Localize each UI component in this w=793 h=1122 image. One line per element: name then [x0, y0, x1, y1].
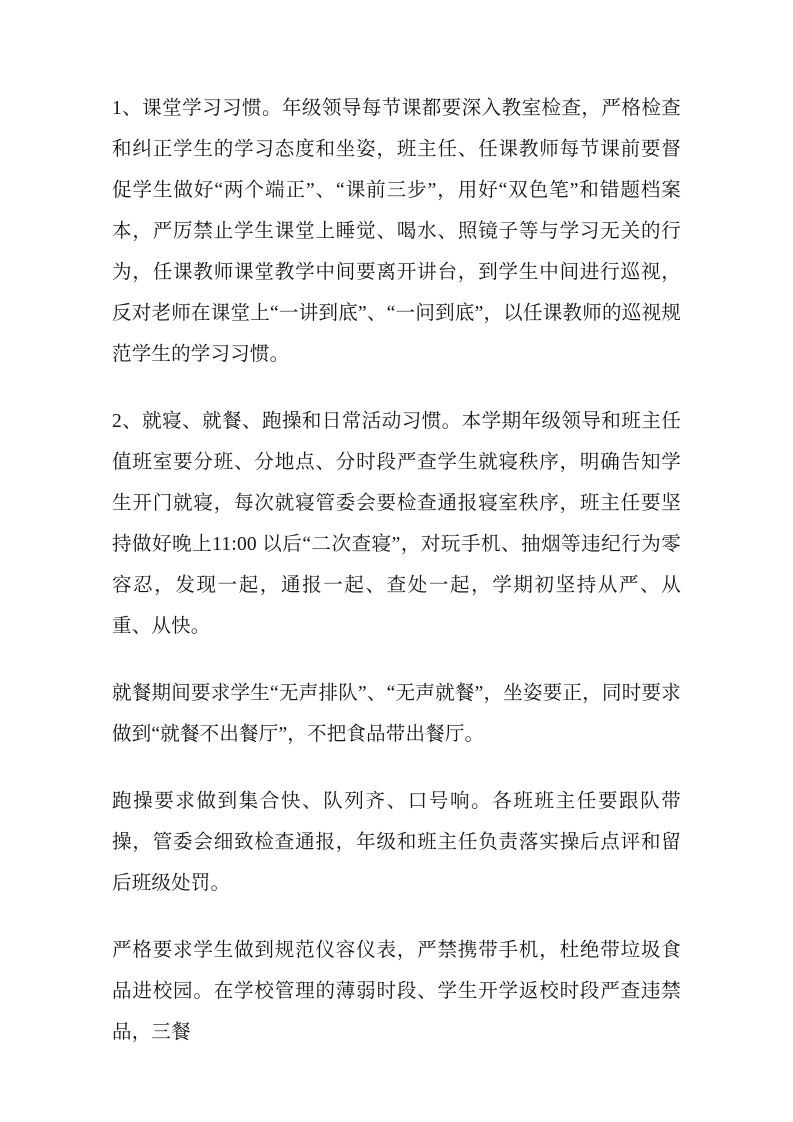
- paragraph-daily-routine-habits: 2、就寝、就餐、跑操和日常活动习惯。本学期年级领导和班主任值班室要分班、分地点、分时段严查学生就寝秩序，明确告知学生开门就寝，每次就寝管委会要检查通报寝室秩序，班主任要坚持做好晚上11:00 以后“二次查寝”，对玩手机、抽烟等违纪行为零容忍，发现一起，通报一起、查处一起，学期初坚持从严、从重、从快。: [112, 411, 681, 637]
- paragraph-running-exercise-rules: 跑操要求做到集合快、队列齐、口号响。各班班主任要跟队带操，管委会细致检查通报，年级和班主任负责落实操后点评和留后班级处罚。: [112, 791, 681, 894]
- document-body: [112, 88, 681, 1053]
- paragraph-classroom-habits: 1、课堂学习习惯。年级领导每节课都要深入教室检查，严格检查和纠正学生的学习态度和坐姿，班主任、任课教师每节课前要督促学生做好“两个端正”、“课前三步”，用好“双色笔”和错题档案本，严厉禁止学生课堂上睡觉、喝水、照镜子等与学习无关的行为，任课教师课堂教学中间要离开讲台，到学生中间进行巡视，反对老师在课堂上“一讲到底”、“一问到底”，以任课教师的巡视规范学生的学习习惯。: [112, 98, 681, 365]
- paragraph-dining-rules: 就餐期间要求学生“无声排队”、“无声就餐”，坐姿要正，同时要求做到“就餐不出餐厅”，不把食品带出餐厅。: [112, 683, 681, 745]
- paragraph-appearance-and-banned-items: 严格要求学生做到规范仪容仪表，严禁携带手机，杜绝带垃圾食品进校园。在学校管理的薄弱时段、学生开学返校时段严查违禁品，三餐: [112, 940, 681, 1043]
